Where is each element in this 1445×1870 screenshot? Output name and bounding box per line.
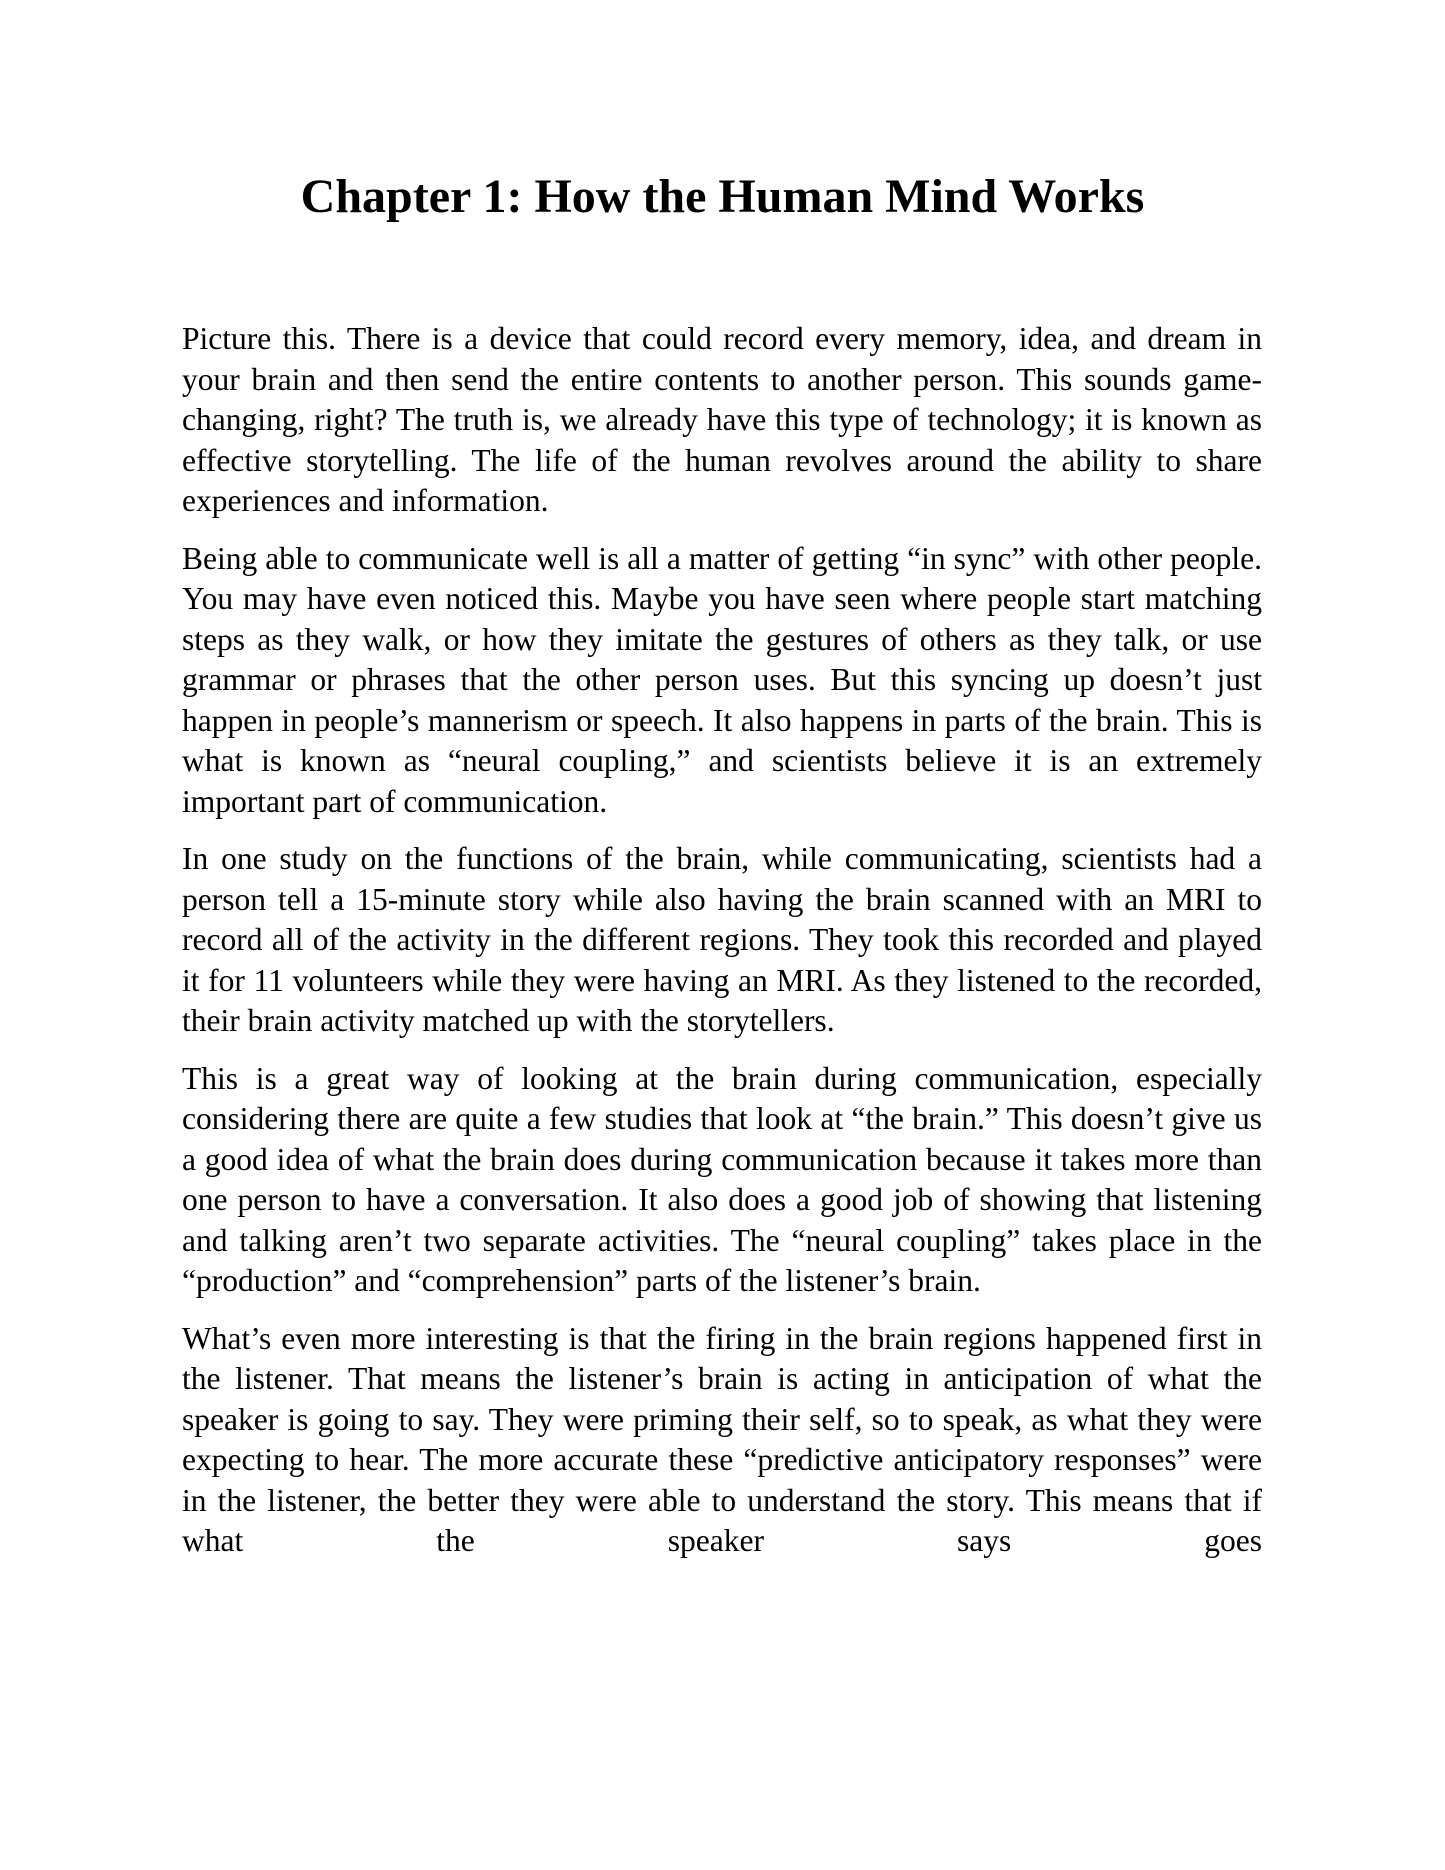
paragraph: Picture this. There is a device that could record every memory, idea, and dream in your brain and then send the entire contents to another person. This sounds game-changing, right? The truth is, we already have this type of technology; it is known as effective storytelling. The life of the human revolves around the ability to share experiences and information.: [182, 321, 1262, 518]
paragraph: In one study on the functions of the brain, while communicating, scientists had a person tell a 15-minute story while also having the brain scanned with an MRI to record all of the activity in the different regions. They took this recorded and played it for 11 volunteers while they were having an MRI. As they listened to the recorded, their brain activity matched up with the storytellers.: [182, 841, 1262, 1038]
paragraph: This is a great way of looking at the brain during communication, especially considering there are quite a few studies that look at “the brain.” This doesn’t give us a good idea of what the brain does during communication because it takes more than one person to have a conversation. It also does a good job of showing that listening and talking aren’t two separate activities. The “neural coupling” takes place in the “production” and “comprehension” parts of the listener’s brain.: [182, 1060, 1262, 1298]
body-text: [182, 319, 1262, 1579]
paragraph: Being able to communicate well is all a matter of getting “in sync” with other people. You may have even noticed this. Maybe you have seen where people start matching steps as they walk, or how they imitate the gestures of others as they talk, or use grammar or phrases that the other person uses. But this syncing up doesn’t just happen in people’s mannerism or speech. It also happens in parts of the brain. This is what is known as “neural coupling,” and scientists believe it is an extremely important part of communication.: [182, 540, 1262, 819]
chapter-title: Chapter 1: How the Human Mind Works: [300, 170, 1145, 223]
paragraph: What’s even more interesting is that the firing in the brain regions happened first in the listener. That means the listener’s brain is acting in anticipation of what the speaker is going to say. They were priming their self, so to speak, as what they were expecting to hear. The more accurate these “predictive anticipatory responses” were in the listener, the better they were able to understand the story. This means that if what the speaker says goes: [182, 1320, 1262, 1558]
